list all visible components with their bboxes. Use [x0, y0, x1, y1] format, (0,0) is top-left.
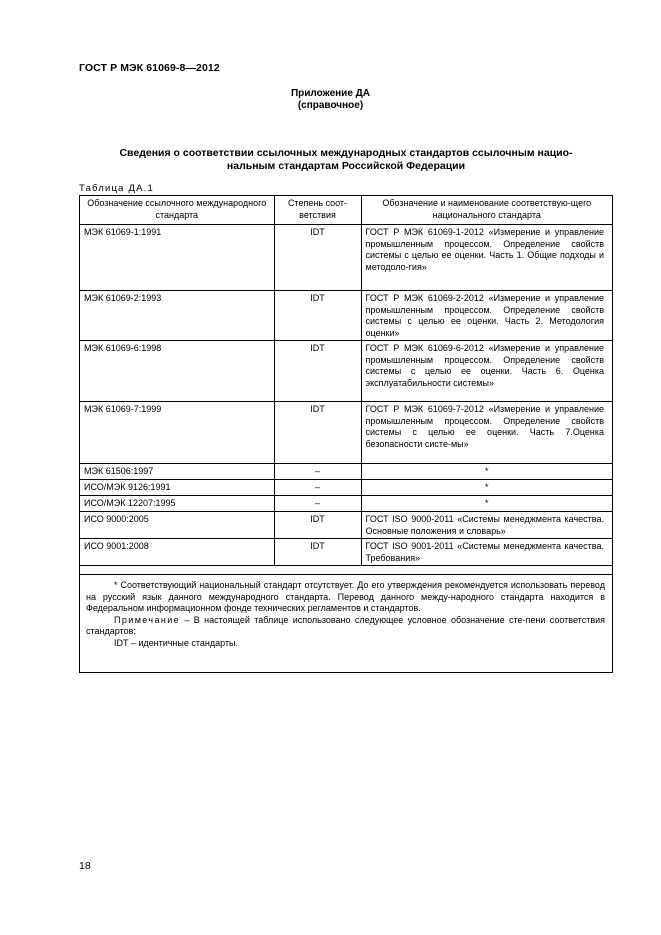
- cell-national: ГОСТ Р МЭК 61069-7-2012 «Измерение и управление промышленным процессом. Определение свойств системы с целью ее оценки. Часть 7.Оценка безопасности систе-мы»: [361, 402, 612, 464]
- note-text: – В настоящей таблице использовано следующее условное обозначение сте-пени соответствия стандартов:: [86, 614, 605, 636]
- cell-degree: IDT: [274, 341, 361, 402]
- table-header-row: [80, 196, 612, 225]
- document-header: ГОСТ Р МЭК 61069-8—2012: [79, 62, 220, 74]
- table-row: [80, 464, 612, 480]
- appendix-subtitle: (справочное): [297, 100, 364, 111]
- table-notes: [80, 574, 612, 672]
- table-caption: Таблица ДА.1: [79, 183, 154, 194]
- cell-degree: IDT: [274, 539, 361, 566]
- cell-degree: IDT: [274, 402, 361, 464]
- column-header-national: Обозначение и наименование соответствую-щего национального стандарта: [361, 196, 612, 225]
- cell-standard: МЭК 61069-2:1993: [80, 291, 274, 341]
- cell-degree: –: [274, 480, 361, 496]
- column-header-standard: Обозначение ссылочного международного стандарта: [80, 196, 274, 225]
- table-row: [80, 225, 612, 291]
- cell-standard: МЭК 61069-6:1998: [80, 341, 274, 402]
- note-paragraph: [86, 615, 605, 638]
- footnote-text: * Соответствующий национальный стандарт отсутствует. До его утверждения рекомендуется использовать перевод на русский язык данного международного стандарта. Перевод данного между-народного стандарта находится в Федеральном информационном фонде технических регламентов и стандартов.: [86, 580, 605, 613]
- page-number: 18: [79, 860, 91, 872]
- cell-degree: IDT: [274, 291, 361, 341]
- cell-national: ГОСТ ISO 9000-2011 «Системы менеджмента качества. Основные положения и словарь»: [361, 512, 612, 539]
- cell-national: ГОСТ Р МЭК 61069-1-2012 «Измерение и управление промышленным процессом. Определение свойств системы с целью ее оценки. Часть 1. Общие подходы и методоло-гия»: [361, 225, 612, 291]
- cell-national: *: [361, 496, 612, 512]
- table-row: [80, 291, 612, 341]
- table-row: [80, 480, 612, 496]
- table-frame: [79, 195, 613, 673]
- cell-standard: ИСО 9001:2008: [80, 539, 274, 566]
- cell-national: *: [361, 464, 612, 480]
- table-row: [80, 512, 612, 539]
- cell-standard: МЭК 61506:1997: [80, 464, 274, 480]
- cell-national: *: [361, 480, 612, 496]
- note-label: Примечание: [114, 614, 181, 625]
- table-row: [80, 341, 612, 402]
- cell-degree: IDT: [274, 225, 361, 291]
- cell-standard: МЭК 61069-7:1999: [80, 402, 274, 464]
- cell-degree: IDT: [274, 512, 361, 539]
- table-row: [80, 496, 612, 512]
- cell-standard: ИСО 9000:2005: [80, 512, 274, 539]
- main-title-line-1: Сведения о соответствии ссылочных международных стандартов ссылочным нацио-: [119, 147, 573, 159]
- main-title-line-2: нальным стандартам Российской Федерации: [226, 159, 466, 172]
- cell-national: ГОСТ Р МЭК 61069-2-2012 «Измерение и управление промышленным процессом. Определение свойств системы с целью ее оценки. Часть 2. Методология оценки»: [361, 291, 612, 341]
- correspondence-table: [80, 196, 612, 566]
- table-row: [80, 539, 612, 566]
- column-header-degree: Степень соот-ветствия: [274, 196, 361, 225]
- cell-national: ГОСТ Р МЭК 61069-6-2012 «Измерение и управление промышленным процессом. Определение свойств системы с целью ее оценки. Часть 6. Оценка эксплуатабильности системы»: [361, 341, 612, 402]
- main-title: [86, 147, 606, 172]
- table-row: [80, 402, 612, 464]
- cell-standard: МЭК 61069-1:1991: [80, 225, 274, 291]
- cell-national: ГОСТ ISO 9001-2011 «Системы менеджмента качества. Требования»: [361, 539, 612, 566]
- cell-degree: –: [274, 464, 361, 480]
- cell-degree: –: [274, 496, 361, 512]
- cell-standard: ИСО/МЭК 9126:1991: [80, 480, 274, 496]
- appendix-title: Приложение ДА: [290, 88, 371, 99]
- idt-legend: IDT – идентичные стандарты.: [114, 637, 239, 648]
- cell-standard: ИСО/МЭК 12207:1995: [80, 496, 274, 512]
